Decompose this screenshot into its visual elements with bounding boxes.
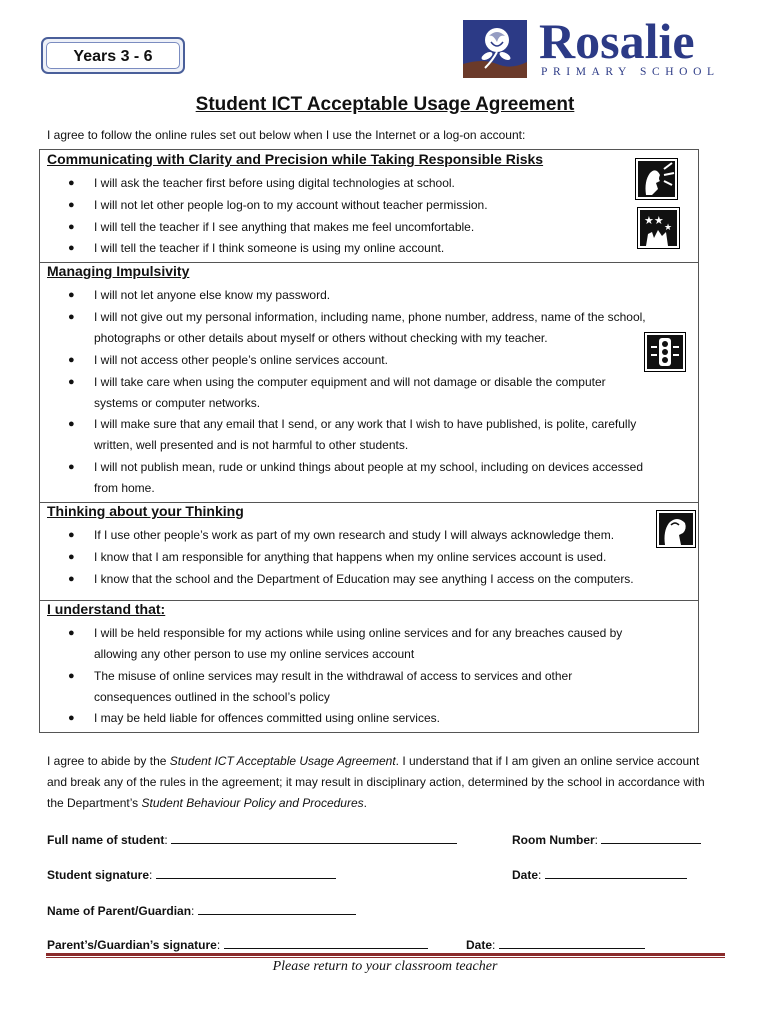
parent-signature-field[interactable]: Parent’s/Guardian’s signature: <box>47 937 428 952</box>
svg-text:★★: ★★ <box>644 214 664 227</box>
speaking-person-icon <box>635 158 678 200</box>
page-title: Student ICT Acceptable Usage Agreement <box>195 94 575 115</box>
years-badge-label: Years 3 - 6 <box>46 42 180 69</box>
section-heading: I understand that: <box>47 601 166 617</box>
section-heading: Managing Impulsivity <box>47 263 190 279</box>
years-badge <box>41 37 185 74</box>
footer-divider-thin <box>46 957 725 958</box>
policy-title-ref: Student Behaviour Policy and Procedures <box>141 796 364 810</box>
school-name: Rosalie <box>539 13 695 69</box>
student-signature-field[interactable]: Student signature: <box>47 867 336 882</box>
parent-name-field[interactable]: Name of Parent/Guardian: <box>47 903 356 918</box>
school-logo <box>463 13 728 80</box>
student-name-field[interactable]: Full name of student: <box>47 832 457 847</box>
traffic-light-icon <box>644 332 686 372</box>
svg-text:★: ★ <box>664 223 673 233</box>
room-number-field[interactable]: Room Number: <box>512 832 701 847</box>
thinking-head-icon <box>656 510 696 548</box>
section-thinking: Thinking about your Thinking ● If I use other people’s work as part of my own research and study I will always acknowledge them. ● I know that I am responsible for anything that happens when my online services account is used. ● I know that the school and the Department of Education may see anything I access on the computers. <box>40 502 698 601</box>
rose-emblem-icon <box>463 20 527 78</box>
section-understand: I understand that: ● I will be held responsible for my actions while using online services and for any breaches caused by allowing any other person to use my online services account ● The misuse of online services may result in the withdrawal of access to services and other consequences outlined in the school’s policy ● I may be held liable for offences committed using online services. <box>47 601 623 725</box>
agreement-title-ref: Student ICT Acceptable Usage Agreement <box>169 754 396 768</box>
section-impulsivity: Managing Impulsivity ● I will not let anyone else know my password. ● I will not give out my personal information, including name, phone number, address, name of the school, photographs or other details about myself or others without checking with my teacher. ● I will not access other people’s online services account. ● I will take care when using the computer equipment and will not damage or disable the computer systems or computer networks. ● I will make sure that any email that I send, or any work that I wish to have published, is polite, carefully written, well presented and is not harmful to other students. ● I will not publish mean, rude or unkind things about people at my school, including on devices accessed from home. <box>40 262 698 503</box>
section-heading: Thinking about your Thinking <box>47 503 244 519</box>
stars-hand-icon <box>637 207 680 249</box>
footer-note: Please return to your classroom teacher <box>272 959 498 974</box>
section-heading: Communicating with Clarity and Precision while Taking Responsible Risks <box>47 151 544 167</box>
footer-divider <box>46 953 725 956</box>
school-subtitle: PRIMARY SCHOOL <box>541 66 720 78</box>
agreement-paragraph: I agree to abide by the Student ICT Acceptable Usage Agreement. I understand that if I am given an online service account and break any of the rules in the agreement; it may result in disciplinary action, determined by the school in accordance with the Department’s Student Behaviour Policy and Procedures. <box>47 754 705 810</box>
section-communicating: Communicating with Clarity and Precision while Taking Responsible Risks ● I will ask the teacher first before using digital technologies at school. ● I will not let other people log-on to my account without teacher permission. ● I will tell the teacher if I see anything that makes me feel uncomfortable. ● I will tell the teacher if I think someone is using my online account. ★★ ★ <box>40 150 698 263</box>
student-date-field[interactable]: Date: <box>512 867 687 882</box>
rules-box <box>39 149 699 733</box>
parent-date-field[interactable]: Date: <box>466 937 645 952</box>
intro-text: I agree to follow the online rules set out below when I use the Internet or a log-on account: <box>47 128 526 142</box>
